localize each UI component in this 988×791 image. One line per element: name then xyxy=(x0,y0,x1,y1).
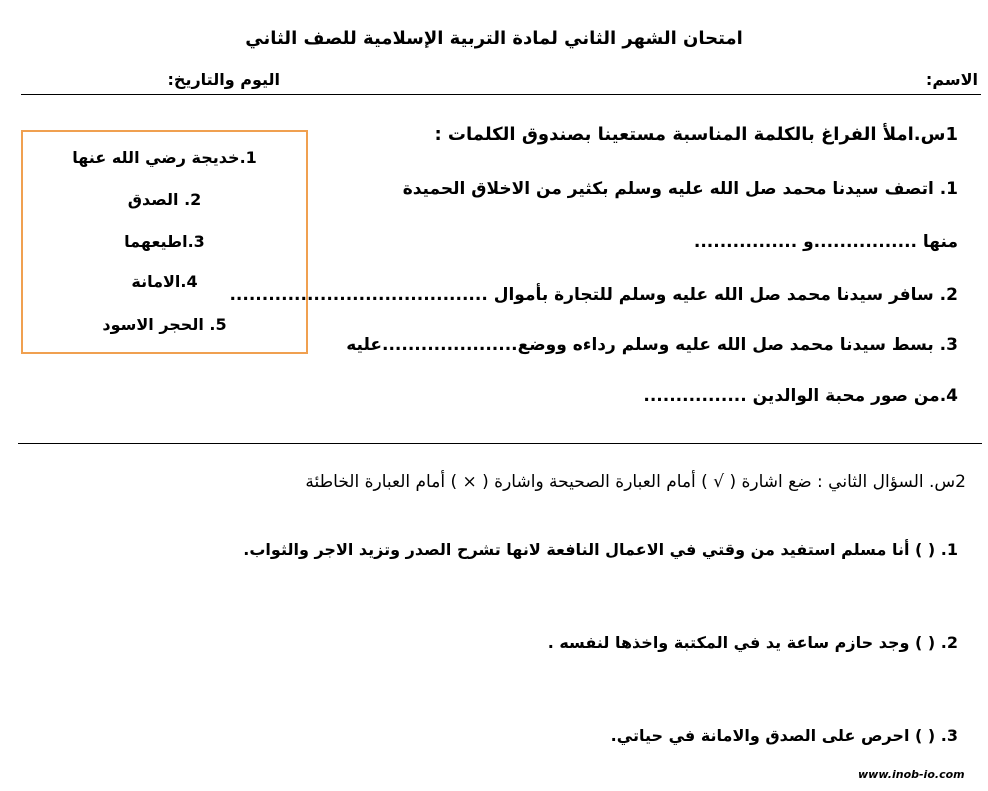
q1-item-4: 4.من صور محبة الوالدين ................ xyxy=(643,386,958,406)
word-box-item: 3.اطيعهما xyxy=(124,232,205,251)
q1-heading: 1س.املأ الفراغ بالكلمة المناسبة مستعينا بصندوق الكلمات : xyxy=(434,124,958,145)
word-box-item: 2. الصدق xyxy=(127,190,202,209)
header-divider xyxy=(21,94,981,95)
word-box-item: 1.خديجة رضي الله عنها xyxy=(72,148,257,167)
q2-item-1: 1. ( ) أنا مسلم استفيد من وقتي في الاعمال النافعة لانها تشرح الصدر وتزيد الاجر والثواب. xyxy=(243,540,958,559)
word-box xyxy=(21,130,308,354)
q1-item-1-continued: منها ................و ................ xyxy=(693,232,958,252)
date-label: اليوم والتاريخ: xyxy=(167,70,280,89)
q1-item-2: 2. سافر سيدنا محمد صل الله عليه وسلم للتجارة بأموال ........................................ xyxy=(229,285,958,305)
q2-item-3: 3. ( ) احرص على الصدق والامانة في حياتي. xyxy=(610,726,958,745)
q1-item-1: 1. اتصف سيدنا محمد صل الله عليه وسلم بكثير من الاخلاق الحميدة xyxy=(402,179,958,199)
section-divider xyxy=(18,443,982,444)
name-label: الاسم: xyxy=(925,70,978,89)
q1-item-3: 3. بسط سيدنا محمد صل الله عليه وسلم رداءه ووضع.....................عليه xyxy=(346,335,958,355)
q2-heading: 2س. السؤال الثاني : ضع اشارة ( √ ) أمام العبارة الصحيحة واشارة ( × ) أمام العبارة الخاطئة xyxy=(305,472,966,492)
word-box-item: 4.الامانة xyxy=(131,272,198,291)
word-box-item: 5. الحجر الاسود xyxy=(102,315,227,334)
q2-item-2: 2. ( ) وجد حازم ساعة يد في المكتبة واخذها لنفسه . xyxy=(547,633,958,652)
footer-site: www.inob-io.com xyxy=(858,768,965,781)
exam-title: امتحان الشهر الثاني لمادة التربية الإسلامية للصف الثاني xyxy=(245,28,743,49)
